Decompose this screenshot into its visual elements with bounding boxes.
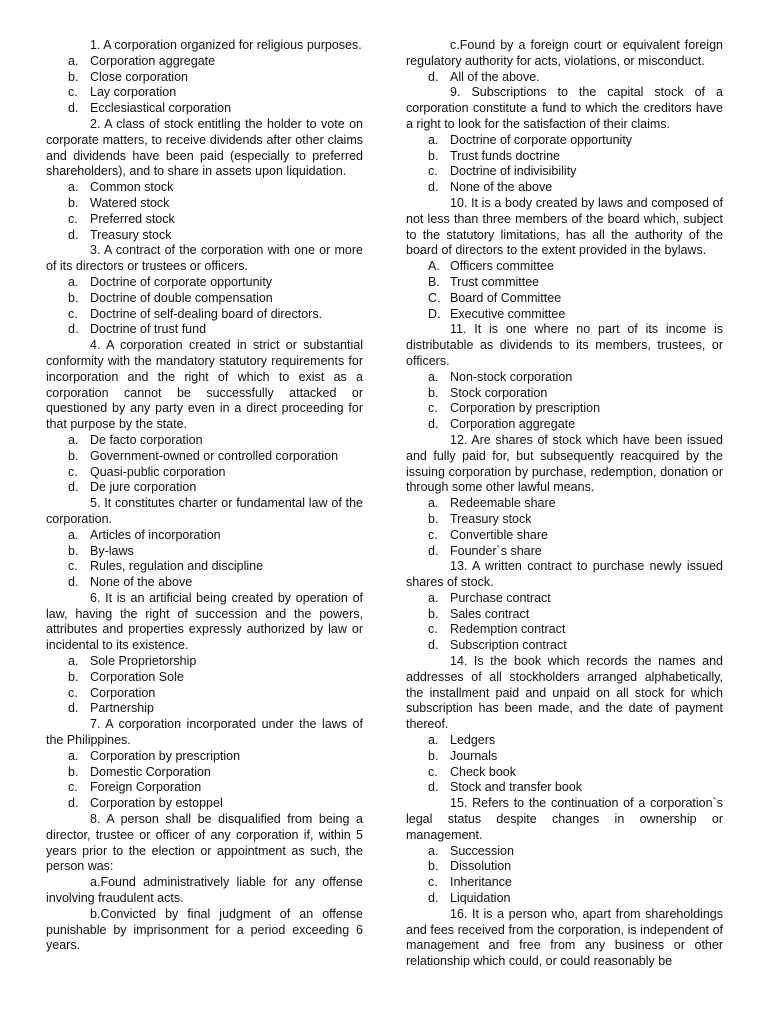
option-text: Officers committee <box>450 259 554 274</box>
option-letter: b. <box>68 543 79 558</box>
option-text: Domestic Corporation <box>90 764 211 779</box>
option-text: De jure corporation <box>90 480 197 495</box>
question-item <box>406 85 723 196</box>
answer-option <box>406 765 723 781</box>
answer-option <box>406 638 723 654</box>
option-letter: d. <box>428 69 439 84</box>
left-column <box>46 38 363 954</box>
option-text: Corporation aggregate <box>450 417 576 432</box>
question-stem <box>46 812 363 875</box>
answer-option <box>46 749 363 765</box>
answer-option <box>46 528 363 544</box>
option-letter: b. <box>428 748 439 763</box>
question-number: 7. <box>90 717 101 732</box>
answer-option <box>46 449 363 465</box>
option-text: Dissolution <box>450 859 512 874</box>
option-letter: c. <box>68 306 78 321</box>
question-item <box>46 243 363 338</box>
option-letter: d. <box>68 322 79 337</box>
answer-option <box>406 607 723 623</box>
answer-option <box>406 259 723 275</box>
question-stem <box>46 338 363 433</box>
option-letter: C. <box>428 290 441 305</box>
option-text: Close corporation <box>90 69 188 84</box>
answer-option <box>406 780 723 796</box>
option-text: Sole Proprietorship <box>90 654 197 669</box>
question-text: It constitutes charter or fundamental law of the corporation. <box>46 496 363 526</box>
question-stem <box>406 85 723 132</box>
question-item <box>406 654 723 796</box>
answer-option <box>46 228 363 244</box>
answer-option <box>46 701 363 717</box>
option-text: Inheritance <box>450 875 512 890</box>
answer-option <box>406 38 723 70</box>
option-letter: B. <box>428 274 440 289</box>
option-letter: a. <box>68 748 79 763</box>
option-letter: a. <box>68 654 79 669</box>
option-letter: b. <box>90 906 101 921</box>
option-letter: c. <box>428 527 438 542</box>
option-text: Doctrine of corporate opportunity <box>90 274 273 289</box>
option-text: Check book <box>450 764 517 779</box>
answer-option <box>406 149 723 165</box>
option-text: Liquidation <box>450 891 511 906</box>
option-letter: A. <box>428 259 440 274</box>
answer-option <box>406 401 723 417</box>
answer-option <box>46 875 363 907</box>
question-text: It is an artificial being created by operation of law, having the right of succession and the powers, attributes and properties expressly authorized by law or incidental to its existence. <box>46 590 363 653</box>
question-stem <box>46 38 363 54</box>
option-letter: a. <box>428 733 439 748</box>
option-text: Preferred stock <box>90 211 175 226</box>
question-stem <box>406 433 723 496</box>
answer-option <box>46 180 363 196</box>
answer-option <box>406 180 723 196</box>
option-letter: b. <box>68 195 79 210</box>
question-item <box>406 796 723 907</box>
question-stem <box>406 322 723 369</box>
question-text: A class of stock entitling the holder to vote on corporate matters, to receive dividends after other claims and dividends have been paid (especially to preferred shareholders), and to share in assets upon liquidation. <box>46 116 363 179</box>
answer-option <box>406 733 723 749</box>
answer-option <box>46 101 363 117</box>
option-letter: d. <box>428 543 439 558</box>
answer-option <box>46 322 363 338</box>
question-text: A written contract to purchase newly issued shares of stock. <box>406 559 723 590</box>
answer-option <box>406 591 723 607</box>
option-letter: d. <box>428 417 439 432</box>
option-letter: d. <box>428 891 439 906</box>
option-text: None of the above <box>450 180 553 195</box>
option-letter: c. <box>450 38 460 52</box>
option-text: Subscription contract <box>450 638 567 653</box>
option-text: Lay corporation <box>90 85 177 100</box>
answer-option <box>46 54 363 70</box>
option-text: Succession <box>450 843 514 858</box>
option-text: Doctrine of double compensation <box>90 290 273 305</box>
question-text: Are shares of stock which have been issued and fully paid for, but subsequently reacquired by the issuing corporation by purchase, redemption, donation or through some other lawful means. <box>406 432 723 495</box>
answer-option <box>46 559 363 575</box>
answer-option <box>406 859 723 875</box>
question-text: It is a person who, apart from shareholdings and fees received from the corporation, is independent of management and free from any business or other relationship which could, or could reasonably be <box>406 906 723 969</box>
answer-option <box>406 70 723 86</box>
option-letter: b. <box>68 69 79 84</box>
question-number: 6. <box>90 590 101 605</box>
question-number: 14. <box>450 654 468 669</box>
option-text: Doctrine of indivisibility <box>450 164 577 179</box>
answer-option <box>406 512 723 528</box>
option-letter: D. <box>428 306 441 321</box>
option-letter: c. <box>68 211 78 226</box>
question-text: A person shall be disqualified from being a director, trustee or officer of any corporation if, within 5 years prior to the election or appointment as such, the person was: <box>46 812 363 874</box>
question-item <box>46 117 363 243</box>
option-letter: b. <box>68 448 79 463</box>
option-letter: c. <box>68 780 78 795</box>
option-letter: b. <box>428 859 439 874</box>
question-number: 4. <box>90 338 101 353</box>
option-letter: b. <box>428 511 439 526</box>
question-number: 13. <box>450 559 468 574</box>
option-letter: d. <box>428 180 439 195</box>
question-item <box>406 322 723 433</box>
question-item <box>406 559 723 654</box>
question-text: It is one where no part of its income is distributable as dividends to its members, trustees, or officers. <box>406 322 723 368</box>
option-text: Articles of incorporation <box>90 527 221 542</box>
option-letter: c. <box>68 685 78 700</box>
option-text: Foreign Corporation <box>90 780 202 795</box>
question-number: 5. <box>90 496 101 511</box>
option-letter: a. <box>68 53 79 68</box>
answer-option <box>46 780 363 796</box>
question-number: 1. <box>90 38 101 52</box>
answer-option <box>406 417 723 433</box>
question-number: 10. <box>450 195 468 210</box>
option-text: Convertible share <box>450 527 548 542</box>
option-text: Redeemable share <box>450 496 556 511</box>
option-text: All of the above. <box>450 69 540 84</box>
question-text: A corporation incorporated under the laws of the Philippines. <box>46 717 363 748</box>
option-text: Executive committee <box>450 306 566 321</box>
question-stem <box>46 591 363 654</box>
answer-option <box>406 496 723 512</box>
option-letter: a. <box>68 432 79 447</box>
question-stem <box>406 196 723 259</box>
option-letter: b. <box>68 764 79 779</box>
option-text: Found administratively liable for any offense involving fraudulent acts. <box>46 875 363 906</box>
option-letter: a. <box>428 590 439 605</box>
answer-option <box>406 544 723 560</box>
option-letter: d. <box>68 796 79 811</box>
answer-option <box>46 575 363 591</box>
answer-option <box>46 796 363 812</box>
continued-question-8-options <box>406 38 723 85</box>
option-letter: d. <box>428 638 439 653</box>
question-number: 11. <box>450 322 467 337</box>
question-item <box>46 812 363 954</box>
option-letter: b. <box>428 385 439 400</box>
option-letter: b. <box>68 669 79 684</box>
question-text: A corporation organized for religious purposes. <box>103 38 362 52</box>
option-text: Trust funds doctrine <box>450 148 561 163</box>
option-letter: d. <box>68 227 79 242</box>
option-letter: a. <box>428 132 439 147</box>
question-text: A corporation created in strict or substantial conformity with the mandatory statutory requirements for incorporation and the right of which to exist as a corporation cannot be successfully attacked or questioned by any party even in a direct proceeding for that purpose by the state. <box>46 338 363 432</box>
option-text: Sales contract <box>450 606 530 621</box>
option-letter: c. <box>428 764 438 779</box>
question-item <box>46 717 363 812</box>
option-text: Corporation aggregate <box>90 53 216 68</box>
question-item <box>46 38 363 117</box>
answer-option <box>46 465 363 481</box>
option-text: Ledgers <box>450 733 496 748</box>
answer-option <box>46 670 363 686</box>
option-letter: a. <box>68 274 79 289</box>
option-letter: a. <box>428 843 439 858</box>
question-number: 12. <box>450 432 468 447</box>
option-text: Doctrine of self-dealing board of directors. <box>90 306 323 321</box>
question-item <box>46 591 363 717</box>
question-number: 3. <box>90 243 101 258</box>
question-item <box>406 433 723 559</box>
option-letter: d. <box>68 701 79 716</box>
option-letter: c. <box>68 559 78 574</box>
option-text: Stock and transfer book <box>450 780 583 795</box>
answer-option <box>46 765 363 781</box>
option-letter: c. <box>68 464 78 479</box>
answer-option <box>46 480 363 496</box>
option-letter: c. <box>428 622 438 637</box>
option-letter: b. <box>428 606 439 621</box>
option-letter: c. <box>428 875 438 890</box>
option-text: Doctrine of corporate opportunity <box>450 132 633 147</box>
option-letter: a. <box>68 527 79 542</box>
question-stem <box>406 559 723 591</box>
answer-option <box>406 133 723 149</box>
option-letter: a. <box>68 180 79 195</box>
question-number: 8. <box>90 812 101 827</box>
answer-option <box>46 85 363 101</box>
option-text: Board of Committee <box>450 290 562 305</box>
answer-option <box>406 291 723 307</box>
option-letter: b. <box>68 290 79 305</box>
answer-option <box>406 370 723 386</box>
option-letter: c. <box>428 164 438 179</box>
option-letter: d. <box>428 780 439 795</box>
answer-option <box>46 196 363 212</box>
option-text: Quasi-public corporation <box>90 464 226 479</box>
option-text: Found by a foreign court or equivalent foreign regulatory authority for acts, violations, or misconduct. <box>406 38 723 68</box>
question-text: Refers to the continuation of a corporation`s legal status despite changes in ownership or management. <box>406 796 723 842</box>
question-text: A contract of the corporation with one or more of its directors or trustees or officers. <box>46 243 363 274</box>
option-text: Trust committee <box>450 274 540 289</box>
option-text: Non-stock corporation <box>450 369 573 384</box>
option-text: De facto corporation <box>90 432 203 447</box>
question-stem <box>406 796 723 843</box>
question-number: 16. <box>450 906 468 921</box>
question-item <box>406 196 723 322</box>
option-text: Corporation by estoppel <box>90 796 223 811</box>
answer-option <box>46 307 363 323</box>
answer-option <box>406 875 723 891</box>
question-text: Is the book which records the names and addresses of all stockholders arranged alphabetically, the installment paid and unpaid on all stock for which subscription has been made, and the date of payment thereof. <box>406 654 724 732</box>
option-text: Treasury stock <box>450 511 532 526</box>
answer-option <box>406 844 723 860</box>
answer-option <box>406 386 723 402</box>
question-stem <box>46 117 363 180</box>
question-stem <box>406 907 723 970</box>
option-letter: c. <box>428 401 438 416</box>
answer-option <box>46 686 363 702</box>
option-letter: d. <box>68 480 79 495</box>
answer-option <box>46 907 363 954</box>
option-letter: c. <box>68 85 78 100</box>
answer-option <box>46 212 363 228</box>
option-letter: b. <box>428 148 439 163</box>
option-letter: d. <box>68 101 79 116</box>
answer-option <box>46 433 363 449</box>
question-number: 15. <box>450 796 468 811</box>
question-item <box>46 338 363 496</box>
option-text: None of the above <box>90 575 193 590</box>
option-text: Redemption contract <box>450 622 566 637</box>
question-item <box>46 496 363 591</box>
answer-option <box>46 544 363 560</box>
answer-option <box>406 164 723 180</box>
option-text: Government-owned or controlled corporation <box>90 448 339 463</box>
option-text: Corporation Sole <box>90 669 184 684</box>
option-text: Partnership <box>90 701 154 716</box>
answer-option <box>46 70 363 86</box>
question-number: 9. <box>450 85 461 100</box>
right-column <box>406 38 723 970</box>
question-stem <box>46 243 363 275</box>
answer-option <box>46 291 363 307</box>
question-text: Subscriptions to the capital stock of a corporation constitute a fund to which the creditors have a right to look for the satisfaction of their claims. <box>406 85 723 131</box>
option-text: Purchase contract <box>450 590 551 605</box>
answer-option <box>406 749 723 765</box>
option-text: Corporation by prescription <box>450 401 601 416</box>
option-letter: a. <box>90 875 101 890</box>
answer-option <box>46 654 363 670</box>
option-text: Rules, regulation and discipline <box>90 559 264 574</box>
answer-option <box>406 307 723 323</box>
option-text: Corporation <box>90 685 156 700</box>
option-text: Treasury stock <box>90 227 172 242</box>
question-stem <box>406 654 723 733</box>
question-item <box>406 907 723 970</box>
answer-option <box>46 275 363 291</box>
option-text: Stock corporation <box>450 385 548 400</box>
answer-option <box>406 275 723 291</box>
option-letter: d. <box>68 575 79 590</box>
option-text: Watered stock <box>90 195 170 210</box>
option-text: Corporation by prescription <box>90 748 241 763</box>
option-letter: a. <box>428 496 439 511</box>
question-stem <box>46 496 363 528</box>
answer-option <box>406 528 723 544</box>
option-text: Ecclesiastical corporation <box>90 101 232 116</box>
answer-option <box>406 891 723 907</box>
option-text: Doctrine of trust fund <box>90 322 207 337</box>
question-number: 2. <box>90 116 101 131</box>
question-text: It is a body created by laws and composed of not less than three members of the board which, subject to the statutory limitations, has all the authority of the board of directors to the extent provided in the bylaws. <box>406 195 723 258</box>
option-text: Common stock <box>90 180 174 195</box>
option-text: Convicted by final judgment of an offense punishable by imprisonment for a period exceeding 6 years. <box>46 906 363 953</box>
option-text: Founder`s share <box>450 543 542 558</box>
answer-option <box>406 622 723 638</box>
option-text: By-laws <box>90 543 134 558</box>
option-letter: a. <box>428 369 439 384</box>
option-text: Journals <box>450 748 498 763</box>
question-stem <box>46 717 363 749</box>
